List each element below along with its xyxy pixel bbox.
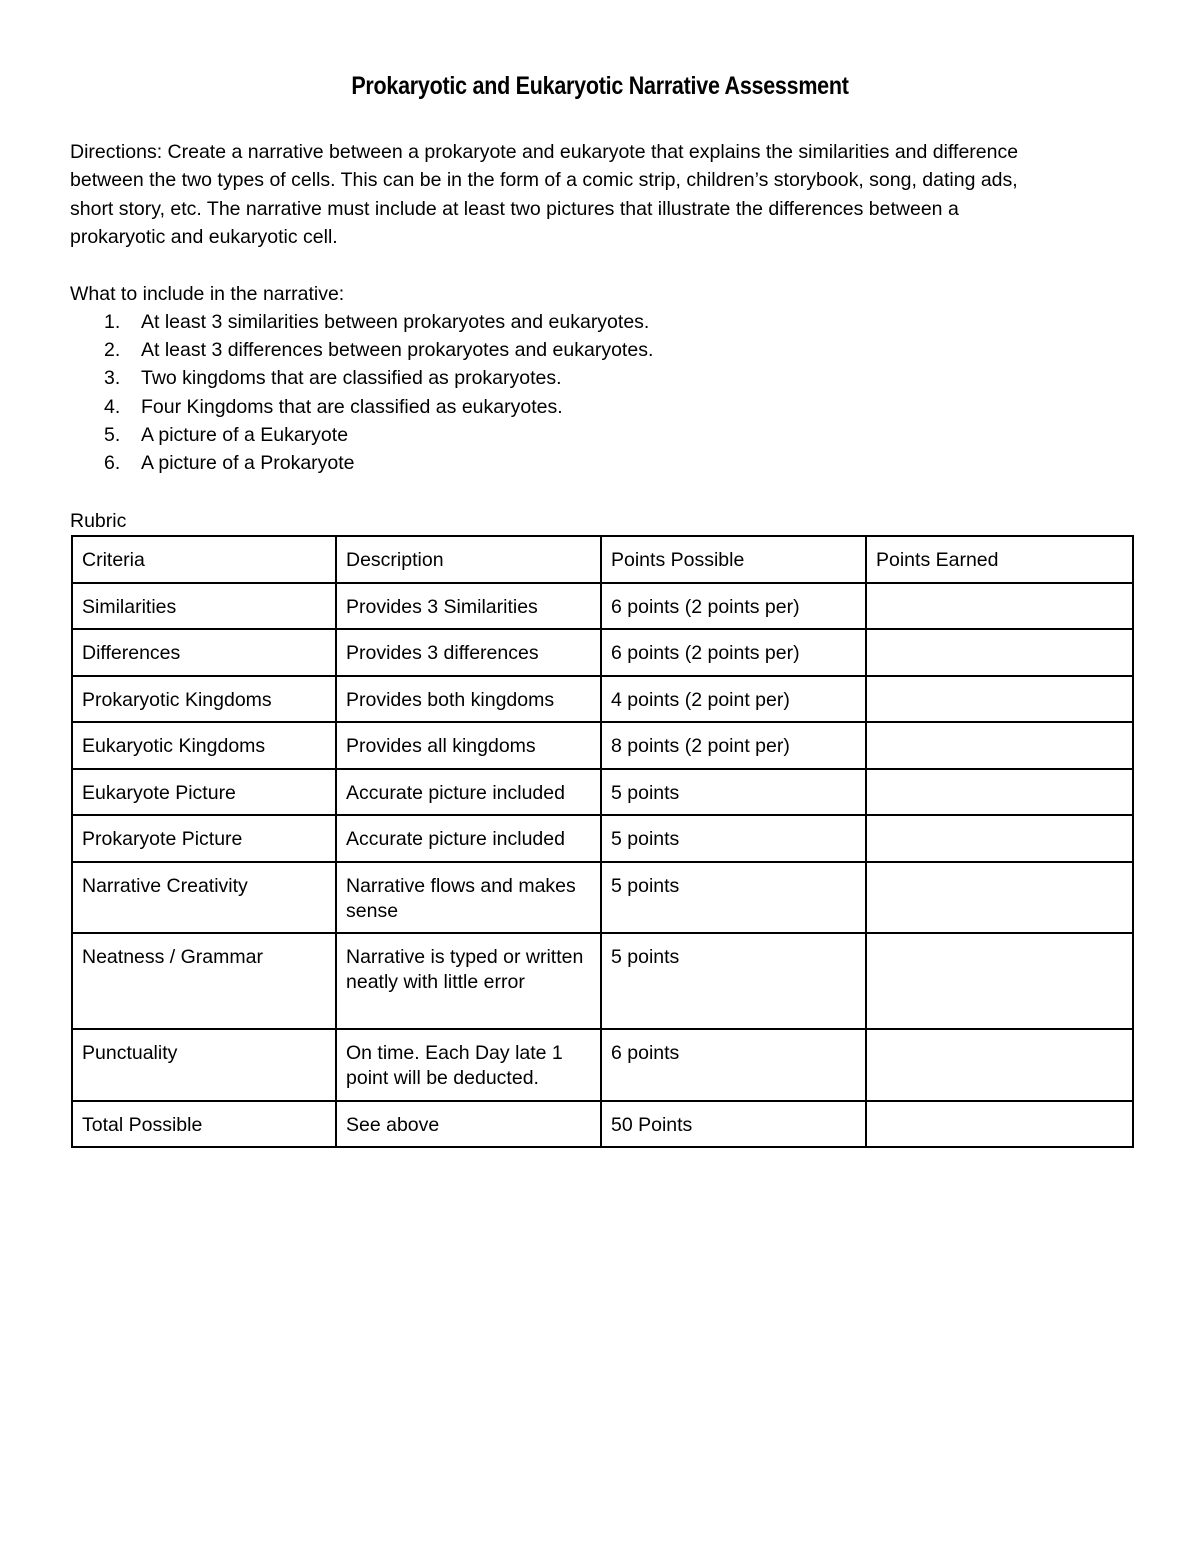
list-item-text: Four Kingdoms that are classified as eukaryotes. <box>141 395 563 418</box>
cell-description: Provides 3 differences <box>336 629 601 676</box>
cell-points-earned[interactable] <box>866 676 1133 723</box>
cell-criteria: Neatness / Grammar <box>72 933 336 1029</box>
list-item-text: Two kingdoms that are classified as prokaryotes. <box>141 367 562 390</box>
cell-description: Provides 3 Similarities <box>336 583 601 630</box>
cell-points-earned[interactable] <box>866 933 1133 1029</box>
cell-criteria: Narrative Creativity <box>72 862 336 933</box>
cell-points-possible: 5 points <box>601 815 866 862</box>
cell-description: On time. Each Day late 1 point will be deducted. <box>336 1029 601 1101</box>
cell-criteria: Prokaryotic Kingdoms <box>72 676 336 723</box>
cell-points-possible: 6 points <box>601 1029 866 1101</box>
cell-criteria: Eukaryotic Kingdoms <box>72 722 336 769</box>
list-item-number: 5. <box>104 423 121 446</box>
cell-points-earned[interactable] <box>866 583 1133 630</box>
list-item <box>70 308 653 336</box>
list-item <box>70 336 653 364</box>
header-points-possible: Points Possible <box>601 536 866 583</box>
table-row <box>72 1029 1133 1101</box>
list-item <box>70 449 653 477</box>
cell-points-earned[interactable] <box>866 629 1133 676</box>
list-item <box>70 364 653 392</box>
table-row <box>72 862 1133 933</box>
cell-description: See above <box>336 1101 601 1147</box>
cell-description: Narrative is typed or written neatly with little error <box>336 933 601 1029</box>
table-row <box>72 583 1133 630</box>
header-description: Description <box>336 536 601 583</box>
cell-points-possible: 50 Points <box>601 1101 866 1147</box>
cell-criteria: Total Possible <box>72 1101 336 1147</box>
document-title: Prokaryotic and Eukaryotic Narrative Assessment <box>351 72 849 100</box>
table-row <box>72 629 1133 676</box>
rubric-table <box>71 535 1134 1148</box>
rubric-label: Rubric <box>70 510 127 532</box>
cell-points-possible: 6 points (2 points per) <box>601 629 866 676</box>
cell-description: Narrative flows and makes sense <box>336 862 601 933</box>
cell-points-possible: 5 points <box>601 862 866 933</box>
include-heading: What to include in the narrative: <box>70 283 345 305</box>
cell-criteria: Prokaryote Picture <box>72 815 336 862</box>
include-list <box>70 308 653 477</box>
list-item-text: At least 3 differences between prokaryotes and eukaryotes. <box>141 339 654 362</box>
cell-points-earned[interactable] <box>866 862 1133 933</box>
directions-paragraph: Directions: Create a narrative between a prokaryote and eukaryote that explains the similarities and difference between the two types of cells. This can be in the form of a comic strip, children’s storybook, song, dating ads, short story, etc. The narrative must include at least two pictures that illustrate the differences between a prokaryotic and eukaryotic cell. <box>70 141 1019 249</box>
table-row <box>72 676 1133 723</box>
cell-points-earned[interactable] <box>866 722 1133 769</box>
cell-criteria: Punctuality <box>72 1029 336 1101</box>
cell-description: Provides both kingdoms <box>336 676 601 723</box>
table-row <box>72 933 1133 1029</box>
list-item-number: 1. <box>104 311 121 333</box>
cell-points-possible: 5 points <box>601 769 866 816</box>
list-item <box>70 421 653 449</box>
header-criteria: Criteria <box>72 536 336 583</box>
cell-description: Accurate picture included <box>336 769 601 816</box>
cell-criteria: Eukaryote Picture <box>72 769 336 816</box>
list-item-text: At least 3 similarities between prokaryotes and eukaryotes. <box>141 311 650 333</box>
list-item-number: 2. <box>104 339 121 362</box>
list-item-number: 4. <box>104 395 121 418</box>
cell-description: Accurate picture included <box>336 815 601 862</box>
cell-points-possible: 5 points <box>601 933 866 1029</box>
table-row <box>72 1101 1133 1147</box>
cell-points-possible: 4 points (2 point per) <box>601 676 866 723</box>
cell-criteria: Similarities <box>72 583 336 630</box>
list-item <box>70 393 653 421</box>
table-row <box>72 815 1133 862</box>
cell-points-possible: 6 points (2 points per) <box>601 583 866 630</box>
list-item-number: 6. <box>104 451 121 474</box>
cell-points-possible: 8 points (2 point per) <box>601 722 866 769</box>
list-item-number: 3. <box>104 367 121 390</box>
cell-points-earned[interactable] <box>866 769 1133 816</box>
cell-points-earned[interactable] <box>866 1101 1133 1147</box>
cell-points-earned[interactable] <box>866 815 1133 862</box>
list-item-text: A picture of a Eukaryote <box>141 423 349 446</box>
cell-criteria: Differences <box>72 629 336 676</box>
table-row <box>72 769 1133 816</box>
header-points-earned: Points Earned <box>866 536 1133 583</box>
table-row <box>72 722 1133 769</box>
cell-description: Provides all kingdoms <box>336 722 601 769</box>
table-header-row <box>72 536 1133 583</box>
list-item-text: A picture of a Prokaryote <box>141 451 355 474</box>
cell-points-earned[interactable] <box>866 1029 1133 1101</box>
